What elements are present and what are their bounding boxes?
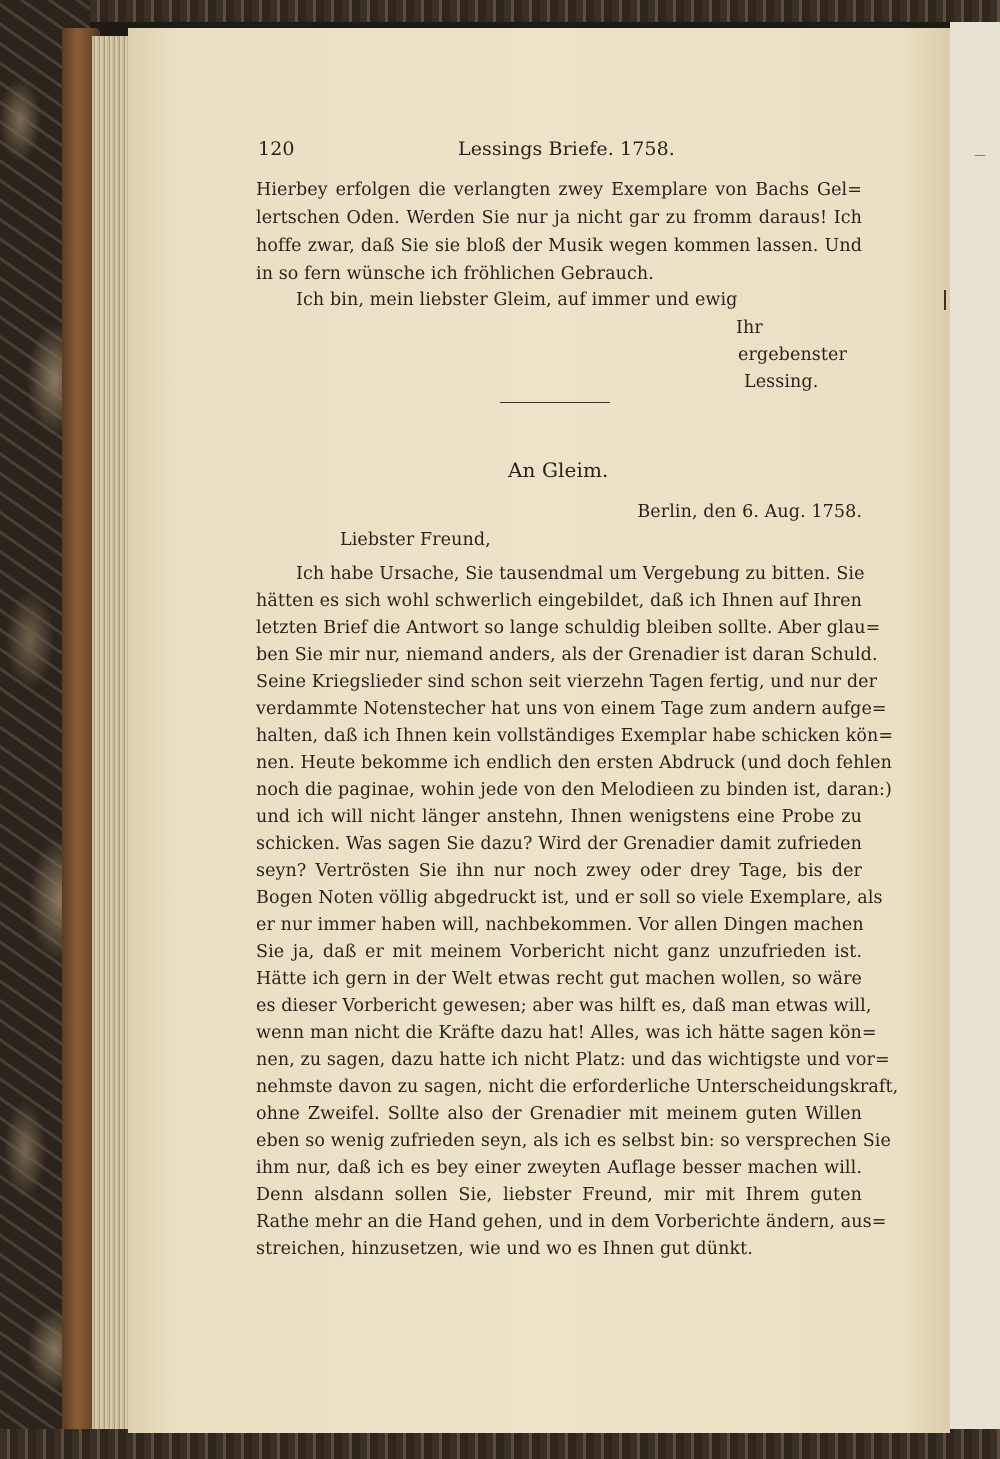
background-right bbox=[950, 22, 1000, 1429]
margin-mark bbox=[944, 290, 946, 310]
letter2-line-10: und ich will nicht länger anstehn, Ihnen wenigstens eine Probe zu bbox=[256, 807, 862, 827]
letter2-line-4: ben Sie mir nur, niemand anders, als der Grenadier ist daran Schuld. bbox=[256, 645, 878, 665]
letter2-dateline: Berlin, den 6. Aug. 1758. bbox=[637, 502, 862, 522]
letter2-line-19: nen, zu sagen, dazu hatte ich nicht Platz: und das wichtigste und vor= bbox=[256, 1050, 890, 1070]
letter2-line-12: seyn? Vertrösten Sie ihn nur noch zwey oder drey Tage, bis der bbox=[256, 861, 862, 881]
letter2-line-13: Bogen Noten völlig abgedruckt ist, und er soll so viele Exemplare, als bbox=[256, 888, 883, 908]
letter2-line-23: ihm nur, daß ich es bey einer zweyten Auflage besser machen will. bbox=[256, 1158, 862, 1178]
letter2-line-22: eben so wenig zufrieden seyn, als ich es selbst bin: so versprechen Sie bbox=[256, 1131, 891, 1151]
page-edges bbox=[92, 36, 132, 1431]
letter1-line-1: Hierbey erfolgen die verlangten zwey Exemplare von Bachs Gel= bbox=[256, 180, 862, 200]
edge-tick bbox=[975, 155, 985, 156]
letter2-line-3: letzten Brief die Antwort so lange schuldig bleiben sollte. Aber glau= bbox=[256, 618, 881, 638]
page-number: 120 bbox=[258, 138, 295, 160]
letter2-line-15: Sie ja, daß er mit meinem Vorbericht nicht ganz unzufrieden ist. bbox=[256, 942, 862, 962]
letter2-line-16: Hätte ich gern in der Welt etwas recht gut machen wollen, so wäre bbox=[256, 969, 862, 989]
letter2-line-21: ohne Zweifel. Sollte also der Grenadier mit meinem guten Willen bbox=[256, 1104, 862, 1124]
signature-name: Lessing. bbox=[744, 372, 819, 392]
letter2-line-1: Ich habe Ursache, Sie tausendmal um Vergebung zu bitten. Sie bbox=[296, 564, 865, 584]
book-cover-bottom bbox=[0, 1429, 1000, 1459]
signature-ihr: Ihr bbox=[736, 318, 763, 338]
letter2-line-14: er nur immer haben will, nachbekommen. Vor allen Dingen machen bbox=[256, 915, 864, 935]
letter2-line-17: es dieser Vorbericht gewesen; aber was hilft es, daß man etwas will, bbox=[256, 996, 872, 1016]
letter2-line-2: hätten es sich wohl schwerlich eingebildet, daß ich Ihnen auf Ihren bbox=[256, 591, 862, 611]
letter2-line-9: noch die paginae, wohin jede von den Melodieen zu binden ist, daran:) bbox=[256, 780, 892, 800]
letter2-line-6: verdammte Notenstecher hat uns von einem Tage zum andern aufge= bbox=[256, 699, 887, 719]
letter2-line-8: nen. Heute bekomme ich endlich den ersten Abdruck (und doch fehlen bbox=[256, 753, 892, 773]
letter2-line-11: schicken. Was sagen Sie dazu? Wird der Grenadier damit zufrieden bbox=[256, 834, 862, 854]
letter2-heading: An Gleim. bbox=[508, 458, 609, 482]
running-title: Lessings Briefe. 1758. bbox=[458, 138, 675, 160]
signature-ergebenster: ergebenster bbox=[738, 345, 847, 365]
letter1-line-4: in so fern wünsche ich fröhlichen Gebrauch. bbox=[256, 264, 654, 284]
letter2-line-26: streichen, hinzusetzen, wie und wo es Ihnen gut dünkt. bbox=[256, 1239, 753, 1259]
letter1-line-3: hoffe zwar, daß Sie sie bloß der Musik wegen kommen lassen. Und bbox=[256, 236, 862, 256]
letter1-line-2: lertschen Oden. Werden Sie nur ja nicht gar zu fromm daraus! Ich bbox=[256, 208, 862, 228]
letter2-line-18: wenn man nicht die Kräfte dazu hat! Alles, was ich hätte sagen kön= bbox=[256, 1023, 877, 1043]
letter2-line-24: Denn alsdann sollen Sie, liebster Freund, mir mit Ihrem guten bbox=[256, 1185, 862, 1205]
book-cover-top bbox=[0, 0, 1000, 22]
letter-divider bbox=[500, 402, 610, 403]
letter2-salutation: Liebster Freund, bbox=[340, 530, 491, 550]
letter2-line-20: nehmste davon zu sagen, nicht die erforderliche Unterscheidungskraft, bbox=[256, 1077, 899, 1097]
letter2-line-7: halten, daß ich Ihnen kein vollständiges Exemplar habe schicken kön= bbox=[256, 726, 894, 746]
letter2-line-5: Seine Kriegslieder sind schon seit vierzehn Tagen fertig, und nur der bbox=[256, 672, 878, 692]
letter2-line-25: Rathe mehr an die Hand gehen, und in dem Vorberichte ändern, aus= bbox=[256, 1212, 887, 1232]
letter1-closing: Ich bin, mein liebster Gleim, auf immer und ewig bbox=[296, 290, 738, 310]
